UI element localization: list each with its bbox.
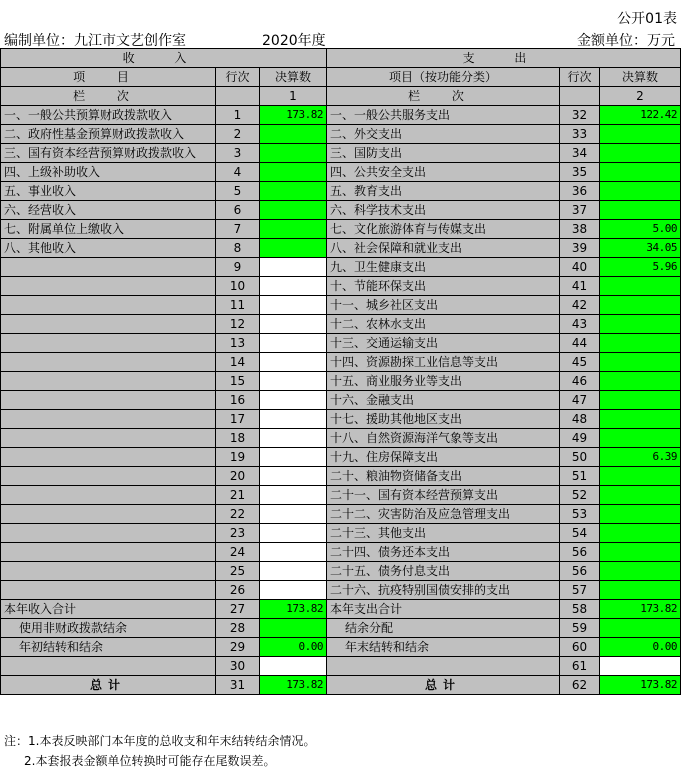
table-row — [1, 258, 681, 277]
expense-row-no: 37 — [560, 201, 600, 220]
income-total-amount: 173.82 — [260, 676, 327, 695]
expense-row-no: 58 — [560, 600, 600, 619]
expense-amount — [600, 163, 681, 182]
expense-row-no: 44 — [560, 334, 600, 353]
income-row-no: 26 — [216, 581, 260, 600]
expense-item-header: 项目（按功能分类） — [327, 68, 560, 87]
expense-item-label: 二十六、抗疫特别国债安排的支出 — [327, 581, 560, 600]
expense-item-label: 二、外交支出 — [327, 125, 560, 144]
income-amount — [260, 182, 327, 201]
table-row — [1, 353, 681, 372]
income-lanci-blank — [216, 87, 260, 106]
income-row-no: 28 — [216, 619, 260, 638]
expense-amount — [600, 543, 681, 562]
expense-item-label: 八、社会保障和就业支出 — [327, 239, 560, 258]
expense-col-index: 2 — [600, 87, 681, 106]
expense-summary-label: 年末结转和结余 — [327, 638, 560, 657]
expense-row-no: 32 — [560, 106, 600, 125]
income-row-no: 21 — [216, 486, 260, 505]
income-item-label — [1, 353, 216, 372]
expense-amount — [600, 353, 681, 372]
income-item-label — [1, 429, 216, 448]
expense-item-label: 二十二、灾害防治及应急管理支出 — [327, 505, 560, 524]
income-item-label: 八、其他收入 — [1, 239, 216, 258]
income-amount — [260, 372, 327, 391]
income-item-label: 二、政府性基金预算财政拨款收入 — [1, 125, 216, 144]
expense-row-no: 52 — [560, 486, 600, 505]
income-item-label: 六、经营收入 — [1, 201, 216, 220]
income-item-label: 五、事业收入 — [1, 182, 216, 201]
income-item-label — [1, 505, 216, 524]
income-row-no: 11 — [216, 296, 260, 315]
summary-row — [1, 657, 681, 676]
summary-row — [1, 619, 681, 638]
income-row-no-header: 行次 — [216, 68, 260, 87]
expense-section-header: 支 出 — [327, 49, 681, 68]
expense-item-label: 十三、交通运输支出 — [327, 334, 560, 353]
income-row-no: 6 — [216, 201, 260, 220]
expense-summary-label — [327, 657, 560, 676]
expense-amount: 173.82 — [600, 600, 681, 619]
expense-summary-label: 结余分配 — [327, 619, 560, 638]
budget-table — [0, 48, 681, 695]
income-row-no: 27 — [216, 600, 260, 619]
money-unit: 金额单位：万元 — [577, 33, 675, 49]
income-item-label: 一、一般公共预算财政拨款收入 — [1, 106, 216, 125]
note-line-1: 注：1.本表反映部门本年度的总收支和年末结转结余情况。 — [4, 734, 316, 748]
table-row — [1, 524, 681, 543]
expense-item-label: 二十五、债务付息支出 — [327, 562, 560, 581]
expense-item-label: 十七、援助其他地区支出 — [327, 410, 560, 429]
note-line-2: 2.本套报表金额单位转换时可能存在尾数误差。 — [24, 754, 276, 768]
expense-item-label: 一、一般公共服务支出 — [327, 106, 560, 125]
income-row-no: 13 — [216, 334, 260, 353]
income-amount — [260, 277, 327, 296]
expense-amount-header: 决算数 — [600, 68, 681, 87]
expense-row-no: 60 — [560, 638, 600, 657]
table-row — [1, 144, 681, 163]
expense-row-no: 48 — [560, 410, 600, 429]
income-total-label: 总计 — [1, 676, 216, 695]
income-section-header: 收 入 — [1, 49, 327, 68]
income-item-label — [1, 486, 216, 505]
income-row-no: 29 — [216, 638, 260, 657]
income-row-no: 3 — [216, 144, 260, 163]
expense-row-no: 47 — [560, 391, 600, 410]
table-row — [1, 562, 681, 581]
income-item-label — [1, 296, 216, 315]
income-amount — [260, 144, 327, 163]
income-row-no: 24 — [216, 543, 260, 562]
expense-amount — [600, 144, 681, 163]
income-summary-label: 本年收入合计 — [1, 600, 216, 619]
expense-lanci-label: 栏 次 — [327, 87, 560, 106]
income-item-label — [1, 524, 216, 543]
expense-item-label: 二十、粮油物资储备支出 — [327, 467, 560, 486]
expense-item-label: 十九、住房保障支出 — [327, 448, 560, 467]
income-amount — [260, 410, 327, 429]
income-row-no: 20 — [216, 467, 260, 486]
income-amount — [260, 543, 327, 562]
expense-total-row-no: 62 — [560, 676, 600, 695]
income-item-header: 项 目 — [1, 68, 216, 87]
expense-row-no: 51 — [560, 467, 600, 486]
expense-item-label: 二十一、国有资本经营预算支出 — [327, 486, 560, 505]
expense-row-no: 49 — [560, 429, 600, 448]
expense-row-no: 45 — [560, 353, 600, 372]
income-row-no: 23 — [216, 524, 260, 543]
table-row — [1, 391, 681, 410]
table-row — [1, 448, 681, 467]
income-item-label — [1, 258, 216, 277]
table-row — [1, 239, 681, 258]
table-row — [1, 486, 681, 505]
column-header-row — [1, 68, 681, 87]
income-amount — [260, 334, 327, 353]
expense-amount — [600, 410, 681, 429]
expense-row-no-header: 行次 — [560, 68, 600, 87]
income-row-no: 14 — [216, 353, 260, 372]
expense-amount: 6.39 — [600, 448, 681, 467]
reporting-unit: 编制单位：九江市文艺创作室 — [4, 33, 186, 49]
expense-amount — [600, 182, 681, 201]
table-row — [1, 277, 681, 296]
income-amount — [260, 239, 327, 258]
income-amount — [260, 429, 327, 448]
expense-amount: 5.96 — [600, 258, 681, 277]
income-row-no: 15 — [216, 372, 260, 391]
income-amount — [260, 220, 327, 239]
expense-amount — [600, 391, 681, 410]
income-item-label — [1, 334, 216, 353]
table-row — [1, 372, 681, 391]
table-row — [1, 505, 681, 524]
income-amount: 0.00 — [260, 638, 327, 657]
income-item-label — [1, 315, 216, 334]
income-amount — [260, 258, 327, 277]
income-amount — [260, 524, 327, 543]
income-summary-label — [1, 657, 216, 676]
expense-row-no: 56 — [560, 562, 600, 581]
income-row-no: 5 — [216, 182, 260, 201]
expense-item-label: 七、文化旅游体育与传媒支出 — [327, 220, 560, 239]
income-row-no: 4 — [216, 163, 260, 182]
table-row — [1, 163, 681, 182]
income-item-label: 四、上级补助收入 — [1, 163, 216, 182]
expense-row-no: 36 — [560, 182, 600, 201]
expense-summary-label: 本年支出合计 — [327, 600, 560, 619]
income-amount — [260, 657, 327, 676]
table-row — [1, 296, 681, 315]
expense-row-no: 54 — [560, 524, 600, 543]
expense-item-label: 六、科学技术支出 — [327, 201, 560, 220]
table-row — [1, 125, 681, 144]
expense-amount — [600, 429, 681, 448]
expense-row-no: 59 — [560, 619, 600, 638]
expense-amount: 0.00 — [600, 638, 681, 657]
expense-row-no: 39 — [560, 239, 600, 258]
expense-row-no: 43 — [560, 315, 600, 334]
income-row-no: 18 — [216, 429, 260, 448]
expense-item-label: 二十四、债务还本支出 — [327, 543, 560, 562]
expense-row-no: 35 — [560, 163, 600, 182]
expense-row-no: 53 — [560, 505, 600, 524]
income-item-label: 七、附属单位上缴收入 — [1, 220, 216, 239]
income-item-label — [1, 543, 216, 562]
income-amount — [260, 391, 327, 410]
table-row — [1, 182, 681, 201]
expense-amount — [600, 562, 681, 581]
expense-item-label: 十一、城乡社区支出 — [327, 296, 560, 315]
income-row-no: 17 — [216, 410, 260, 429]
income-amount: 173.82 — [260, 106, 327, 125]
expense-row-no: 33 — [560, 125, 600, 144]
expense-amount — [600, 334, 681, 353]
table-row — [1, 543, 681, 562]
expense-item-label: 十二、农林水支出 — [327, 315, 560, 334]
income-item-label — [1, 467, 216, 486]
expense-row-no: 46 — [560, 372, 600, 391]
expense-item-label: 十、节能环保支出 — [327, 277, 560, 296]
table-row — [1, 410, 681, 429]
form-number: 公开01表 — [617, 11, 677, 27]
expense-row-no: 41 — [560, 277, 600, 296]
income-row-no: 19 — [216, 448, 260, 467]
expense-amount — [600, 125, 681, 144]
total-row — [1, 676, 681, 695]
income-amount — [260, 505, 327, 524]
expense-item-label: 九、卫生健康支出 — [327, 258, 560, 277]
income-row-no: 7 — [216, 220, 260, 239]
expense-row-no: 34 — [560, 144, 600, 163]
expense-row-no: 38 — [560, 220, 600, 239]
expense-item-label: 十八、自然资源海洋气象等支出 — [327, 429, 560, 448]
table-row — [1, 467, 681, 486]
table-row — [1, 334, 681, 353]
income-item-label — [1, 562, 216, 581]
expense-row-no: 42 — [560, 296, 600, 315]
expense-amount — [600, 505, 681, 524]
income-amount — [260, 619, 327, 638]
expense-amount — [600, 201, 681, 220]
expense-row-no: 56 — [560, 543, 600, 562]
income-total-row-no: 31 — [216, 676, 260, 695]
income-row-no: 16 — [216, 391, 260, 410]
income-amount — [260, 448, 327, 467]
expense-amount — [600, 296, 681, 315]
expense-amount — [600, 657, 681, 676]
expense-total-amount: 173.82 — [600, 676, 681, 695]
income-amount — [260, 581, 327, 600]
expense-amount — [600, 524, 681, 543]
expense-row-no: 50 — [560, 448, 600, 467]
table-row — [1, 220, 681, 239]
expense-row-no: 40 — [560, 258, 600, 277]
expense-amount — [600, 619, 681, 638]
income-row-no: 25 — [216, 562, 260, 581]
income-amount — [260, 163, 327, 182]
income-amount — [260, 353, 327, 372]
expense-item-label: 三、国防支出 — [327, 144, 560, 163]
income-item-label — [1, 410, 216, 429]
income-row-no: 30 — [216, 657, 260, 676]
table-row — [1, 581, 681, 600]
income-amount — [260, 467, 327, 486]
column-index-row — [1, 87, 681, 106]
income-amount: 173.82 — [260, 600, 327, 619]
expense-amount: 34.05 — [600, 239, 681, 258]
income-item-label — [1, 581, 216, 600]
income-row-no: 9 — [216, 258, 260, 277]
expense-amount — [600, 486, 681, 505]
expense-amount — [600, 277, 681, 296]
income-row-no: 10 — [216, 277, 260, 296]
income-row-no: 22 — [216, 505, 260, 524]
expense-row-no: 57 — [560, 581, 600, 600]
income-row-no: 2 — [216, 125, 260, 144]
income-row-no: 12 — [216, 315, 260, 334]
income-lanci-label: 栏 次 — [1, 87, 216, 106]
expense-item-label: 五、教育支出 — [327, 182, 560, 201]
income-summary-label: 年初结转和结余 — [1, 638, 216, 657]
income-item-label — [1, 372, 216, 391]
section-header-row — [1, 49, 681, 68]
expense-item-label: 十六、金融支出 — [327, 391, 560, 410]
income-item-label — [1, 277, 216, 296]
income-amount — [260, 315, 327, 334]
expense-amount — [600, 372, 681, 391]
fiscal-year: 2020年度 — [262, 33, 326, 49]
income-amount — [260, 486, 327, 505]
expense-item-label: 四、公共安全支出 — [327, 163, 560, 182]
income-row-no: 8 — [216, 239, 260, 258]
expense-item-label: 十五、商业服务业等支出 — [327, 372, 560, 391]
income-summary-label: 使用非财政拨款结余 — [1, 619, 216, 638]
income-row-no: 1 — [216, 106, 260, 125]
table-row — [1, 429, 681, 448]
expense-amount: 122.42 — [600, 106, 681, 125]
table-row — [1, 201, 681, 220]
income-item-label — [1, 391, 216, 410]
expense-row-no: 61 — [560, 657, 600, 676]
income-amount — [260, 201, 327, 220]
expense-item-label: 二十三、其他支出 — [327, 524, 560, 543]
expense-lanci-blank — [560, 87, 600, 106]
income-amount-header: 决算数 — [260, 68, 327, 87]
income-item-label: 三、国有资本经营预算财政拨款收入 — [1, 144, 216, 163]
income-amount — [260, 296, 327, 315]
income-amount — [260, 562, 327, 581]
expense-item-label: 十四、资源勘探工业信息等支出 — [327, 353, 560, 372]
income-item-label — [1, 448, 216, 467]
income-col-index: 1 — [260, 87, 327, 106]
income-amount — [260, 125, 327, 144]
expense-amount — [600, 581, 681, 600]
expense-amount — [600, 467, 681, 486]
table-row — [1, 106, 681, 125]
summary-row — [1, 638, 681, 657]
summary-row — [1, 600, 681, 619]
expense-amount — [600, 315, 681, 334]
table-row — [1, 315, 681, 334]
expense-total-label: 总计 — [327, 676, 560, 695]
expense-amount: 5.00 — [600, 220, 681, 239]
